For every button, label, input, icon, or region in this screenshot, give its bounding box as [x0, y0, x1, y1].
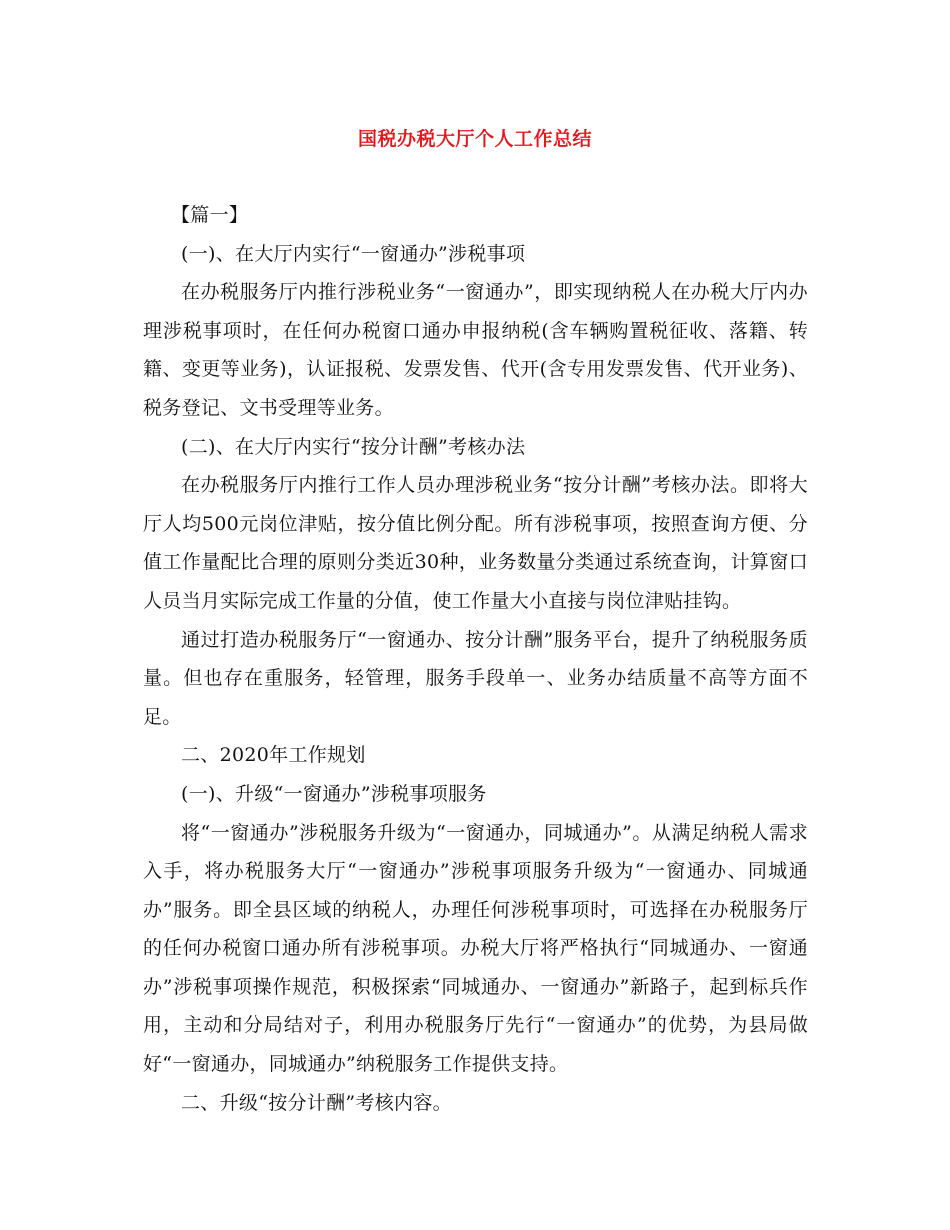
- section-heading: 二、2020年工作规划: [181, 744, 366, 767]
- subsection-heading: (一)、升级“一窗通办”涉税事项服务: [181, 782, 487, 805]
- document-title: 国税办税大厅个人工作总结: [357, 128, 592, 150]
- subsection-heading: (一)、在大厅内实行“一窗通办”涉税事项: [181, 242, 526, 265]
- body-paragraph: 将“一窗通办”涉税服务升级为“一窗通办，同城通办”。从满足纳税人需求入手，将办税服务大厅“一窗通办”涉税事项服务升级为“一窗通办、同城通办”服务。即全县区域的纳税人，办理任何涉税事项时，可选择在办税服务厅的任何办税窗口通办所有涉税事项。办税大厅将严格执行“同城通办、一窗通办”涉税事项操作规范，积极探索“同城通办、一窗通办”新路子，起到标兵作用，主动和分局结对子，利用办税服务厅先行“一窗通办”的优势，为县局做好“一窗通办，同城通办”纳税服务工作提供支持。: [143, 821, 808, 1076]
- body-paragraph: 通过打造办税服务厅“一窗通办、按分计酬”服务平台，提升了纳税服务质量。但也存在重服务，轻管理，服务手段单一、业务办结质量不高等方面不足。: [143, 628, 808, 728]
- section-heading: 二、升级“按分计酬”考核内容。: [181, 1091, 452, 1114]
- section-label: 【篇一】: [171, 204, 249, 226]
- body-paragraph: 在办税服务厅内推行涉税业务“一窗通办”，即实现纳税人在办税大厅内办理涉税事项时，在任何办税窗口通办申报纳税(含车辆购置税征收、落籍、转籍、变更等业务)，认证报税、发票发售、代开(含专用发票发售、代开业务)、税务登记、文书受理等业务。: [143, 281, 808, 419]
- body-paragraph: 在办税服务厅内推行工作人员办理涉税业务“按分计酬”考核办法。即将大厅人均500元岗位津贴，按分值比例分配。所有涉税事项，按照查询方便、分值工作量配比合理的原则分类近30种，业务数量分类通过系统查询，计算窗口人员当月实际完成工作量的分值，使工作量大小直接与岗位津贴挂钩。: [143, 474, 808, 612]
- document-body: [143, 196, 808, 1122]
- subsection-heading: (二)、在大厅内实行“按分计酬”考核办法: [181, 435, 526, 458]
